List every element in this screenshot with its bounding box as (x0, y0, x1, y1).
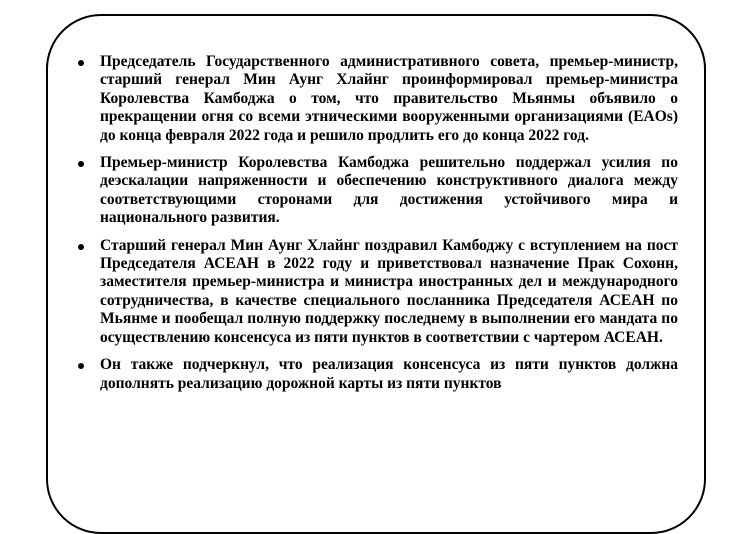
bullet-dot-icon (78, 60, 84, 66)
bullet-text: Председатель Государственного административного совета, премьер-министр, старший генерал Мин Аунг Хлайнг проинформировал премьер-министра Королевства Камбоджа о том, что правительство Мьянмы объявило о прекращении огня со всеми этническими вооруженными организациями (EAOs) до конца февраля 2022 года и решило продлить его до конца 2022 год. (100, 53, 678, 144)
bullet-list (78, 53, 678, 393)
bullet-text: Старший генерал Мин Аунг Хлайнг поздравил Камбоджу с вступлением на пост Председателя АСЕАН в 2022 году и приветствовал назначение Прак Сохонн, заместителя премьер-министра и министра иностранных дел и международного сотрудничества, в качестве специального посланника Председателя АСЕАН по Мьянме и пообещал полную поддержку последнему в выполнении его мандата по осуществлению консенсуса из пяти пунктов в соответствии с чартером АСЕАН. (100, 236, 678, 346)
bullet-dot-icon (78, 363, 84, 369)
bullet-item-asean-chair (78, 237, 678, 347)
bullet-item-five-point (78, 356, 678, 393)
bullet-item-support (78, 154, 678, 228)
bullet-text: Премьер-министр Королевства Камбоджа решительно поддержал усилия по деэскалации напряженности и обеспечению конструктивного диалога между соответствующими сторонами для достижения устойчивого мира и национального развития. (100, 154, 678, 227)
bullet-item-ceasefire (78, 53, 678, 145)
bullet-dot-icon (78, 161, 84, 167)
bullet-dot-icon (78, 244, 84, 250)
document-body (78, 53, 678, 402)
bullet-text: Он также подчеркнул, что реализация консенсуса из пяти пунктов должна дополнять реализацию дорожной карты из пяти пунктов (100, 356, 678, 392)
